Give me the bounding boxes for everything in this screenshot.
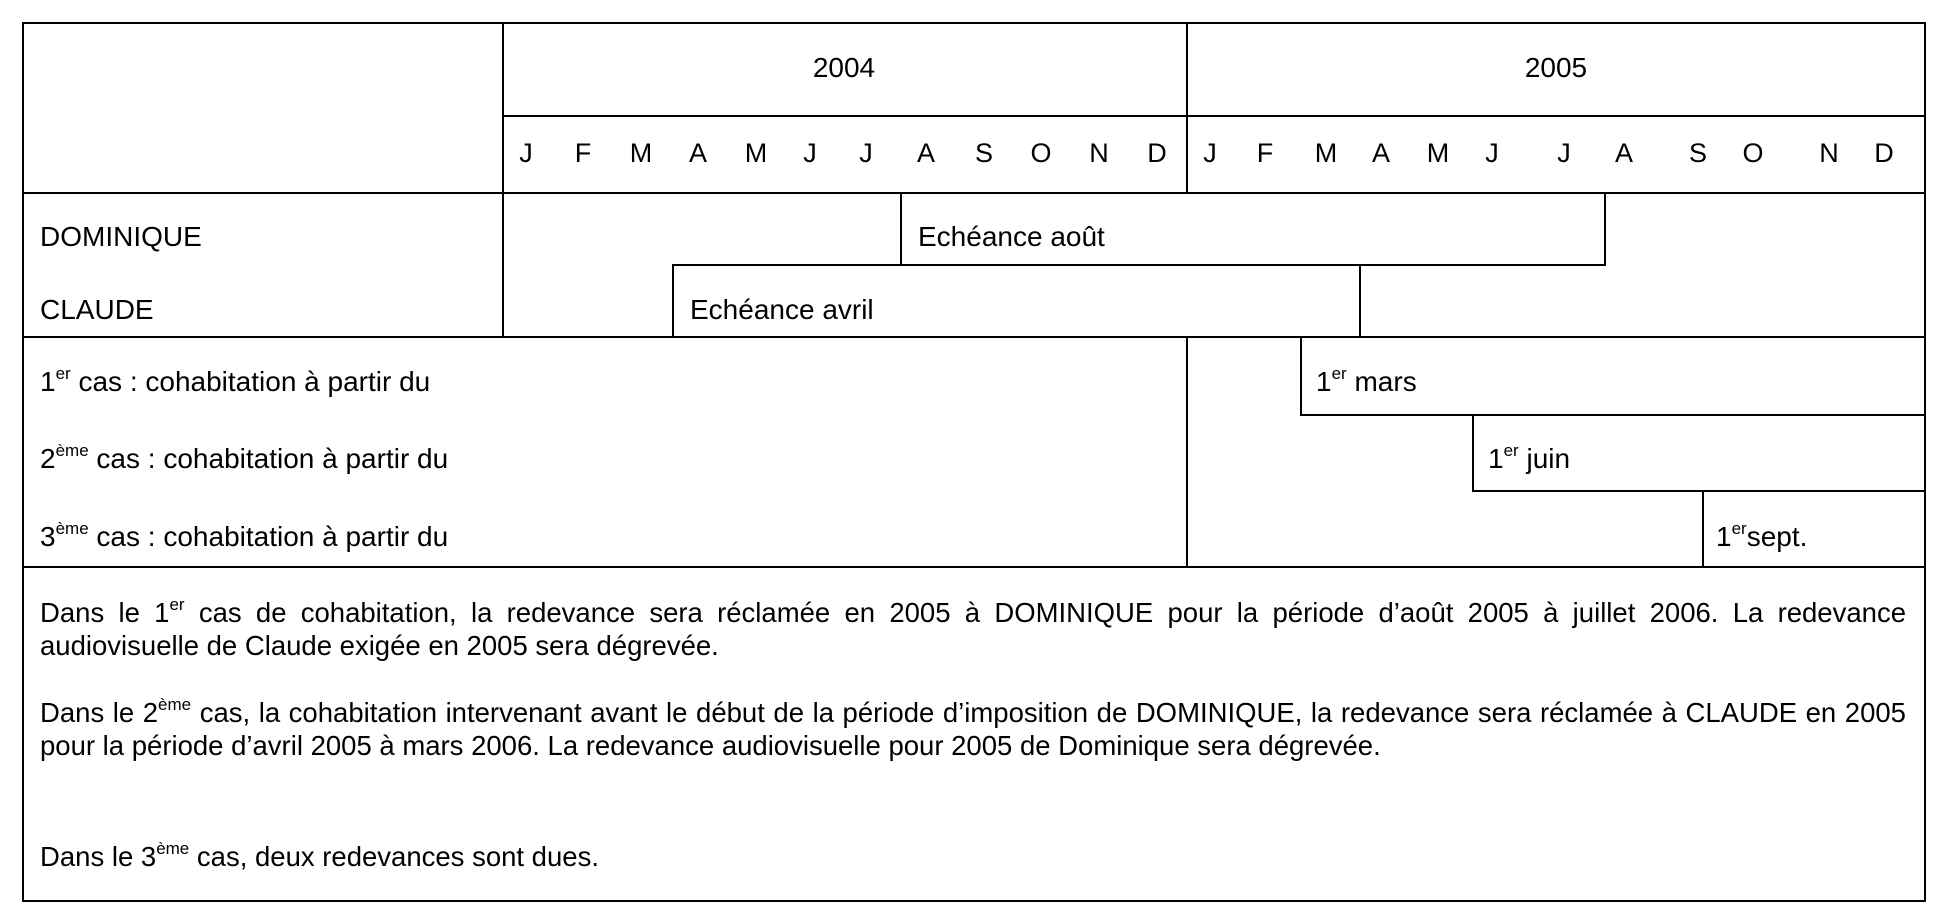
month-2005-oct: O — [1742, 138, 1764, 168]
month-2005-nov: N — [1819, 138, 1839, 168]
border-bottom — [22, 900, 1926, 902]
claude-bar-start — [672, 264, 674, 338]
echeance-claude: Echéance avril — [690, 294, 874, 325]
paragraph-case-2: Dans le 2ème cas, la cohabitation intervenant avant le début de la période d’imposition de DOMINIQUE, la redevance sera réclamée à CLAUDE en 2005 pour la période d’avril 2005 à mars 2006. La redevance audiovisuelle pour 2005 de Dominique sera dégrevée. — [40, 694, 1906, 761]
cases-divider — [1186, 336, 1188, 568]
year-divider — [1186, 22, 1188, 194]
case-3-date: 1ersept. — [1716, 518, 1808, 552]
month-2005-jan: J — [1203, 138, 1217, 168]
dominique-bar-start — [900, 192, 902, 266]
month-2005-jun: J — [1485, 138, 1499, 168]
case-1-bar-start — [1300, 336, 1302, 416]
border-right — [1924, 22, 1926, 902]
case-2-date: 1er juin — [1488, 440, 1571, 474]
header-bottom — [22, 192, 1926, 194]
echeance-dominique: Echéance août — [918, 221, 1105, 252]
border-left — [22, 22, 24, 902]
person-claude-label: CLAUDE — [40, 294, 154, 325]
month-2005-jul: J — [1557, 138, 1571, 168]
case-1-date: 1er mars — [1316, 363, 1417, 397]
month-2004-may: M — [744, 138, 768, 168]
month-2005-aug: A — [1614, 138, 1633, 168]
month-2005-dec: D — [1874, 138, 1894, 168]
year-2005: 2005 — [1524, 52, 1588, 83]
case-2-label: 2ème cas : cohabitation à partir du — [40, 440, 449, 474]
person-dominique-label: DOMINIQUE — [40, 221, 202, 252]
month-2004-oct: O — [1030, 138, 1052, 168]
month-2004-jan: J — [519, 138, 533, 168]
header-divider — [502, 115, 1926, 117]
month-2004-apr: A — [688, 138, 707, 168]
month-2005-apr: A — [1371, 138, 1390, 168]
case-1-bar-bottom — [1300, 414, 1926, 416]
year-2004: 2004 — [812, 52, 876, 83]
month-2004-jul: J — [859, 138, 873, 168]
paragraph-case-1: Dans le 1er cas de cohabitation, la redevance sera réclamée en 2005 à DOMINIQUE pour la période d’août 2005 à juillet 2006. La redevance audiovisuelle de Claude exigée en 2005 sera dégrevée. — [40, 594, 1906, 661]
month-2004-nov: N — [1089, 138, 1109, 168]
month-2005-sep: S — [1688, 138, 1707, 168]
case-1-label: 1er cas : cohabitation à partir du — [40, 363, 431, 397]
month-2004-dec: D — [1147, 138, 1167, 168]
month-2005-feb: F — [1256, 138, 1274, 168]
month-2005-may: M — [1426, 138, 1450, 168]
persons-bottom — [22, 336, 1926, 338]
cases-bottom — [22, 566, 1926, 568]
case-2-bar-bottom — [1472, 490, 1926, 492]
case-2-bar-start — [1472, 414, 1474, 492]
month-2004-jun: J — [803, 138, 817, 168]
month-2004-sep: S — [974, 138, 993, 168]
claude-bar-end — [1359, 264, 1361, 338]
case-3-bar-start — [1702, 490, 1704, 568]
dominique-bar-end — [1604, 192, 1606, 266]
case-3-label: 3ème cas : cohabitation à partir du — [40, 518, 449, 552]
border-top — [22, 22, 1926, 24]
month-2005-mar: M — [1314, 138, 1338, 168]
dominique-bar-bottom — [672, 264, 1606, 266]
month-2004-mar: M — [629, 138, 653, 168]
month-2004-aug: A — [916, 138, 935, 168]
paragraph-case-3: Dans le 3ème cas, deux redevances sont dues. — [40, 838, 599, 872]
month-2004-feb: F — [574, 138, 592, 168]
